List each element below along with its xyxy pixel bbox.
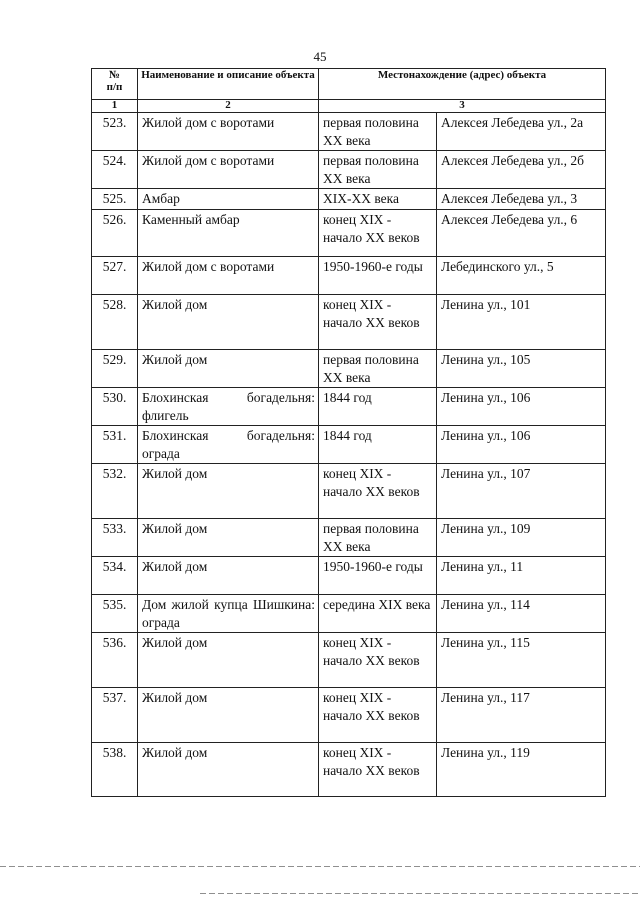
table-row	[92, 113, 606, 151]
header-location: Местонахождение (адрес) объекта	[319, 69, 606, 100]
object-period: первая половина XX века	[319, 519, 437, 557]
table-row	[92, 210, 606, 257]
row-number: 533.	[92, 519, 138, 557]
object-address: Алексея Лебедева ул., 2б	[437, 151, 606, 189]
object-period: 1950-1960-е годы	[319, 257, 437, 295]
object-period: середина XIX века	[319, 595, 437, 633]
row-number: 531.	[92, 426, 138, 464]
object-name: Каменный амбар	[138, 210, 319, 257]
row-number: 527.	[92, 257, 138, 295]
object-period: 1844 год	[319, 426, 437, 464]
table-row	[92, 350, 606, 388]
object-address: Ленина ул., 117	[437, 688, 606, 743]
row-number: 538.	[92, 743, 138, 797]
object-address: Лебединского ул., 5	[437, 257, 606, 295]
object-period: конец XIX - начало XX веков	[319, 743, 437, 797]
table-row	[92, 426, 606, 464]
table-row	[92, 257, 606, 295]
object-address: Алексея Лебедева ул., 3	[437, 189, 606, 210]
object-name: Жилой дом	[138, 519, 319, 557]
row-number: 534.	[92, 557, 138, 595]
object-period: конец XIX - начало XX веков	[319, 464, 437, 519]
object-name: Жилой дом	[138, 688, 319, 743]
object-name: Жилой дом с воротами	[138, 113, 319, 151]
header-name: Наименование и описание объекта	[138, 69, 319, 100]
object-name: Амбар	[138, 189, 319, 210]
scan-artifact-line	[0, 866, 640, 867]
object-address: Ленина ул., 105	[437, 350, 606, 388]
header-col-3: 3	[319, 100, 606, 113]
object-period: XIX-XX века	[319, 189, 437, 210]
header-col-1: 1	[92, 100, 138, 113]
object-name: Жилой дом	[138, 464, 319, 519]
object-name: Дом жилой купца Шишкина: ограда	[138, 595, 319, 633]
object-name: Блохинская богадельня: флигель	[138, 388, 319, 426]
object-name: Жилой дом с воротами	[138, 151, 319, 189]
object-name: Жилой дом	[138, 633, 319, 688]
header-col-2: 2	[138, 100, 319, 113]
table-row	[92, 464, 606, 519]
object-address: Алексея Лебедева ул., 2а	[437, 113, 606, 151]
object-name: Жилой дом	[138, 743, 319, 797]
header-number	[92, 69, 138, 100]
object-address: Ленина ул., 106	[437, 388, 606, 426]
table-row	[92, 633, 606, 688]
table-row	[92, 595, 606, 633]
object-address: Алексея Лебедева ул., 6	[437, 210, 606, 257]
object-period: первая половина XX века	[319, 113, 437, 151]
table-row	[92, 557, 606, 595]
row-number: 525.	[92, 189, 138, 210]
object-name: Жилой дом с воротами	[138, 257, 319, 295]
table-row	[92, 151, 606, 189]
object-address: Ленина ул., 119	[437, 743, 606, 797]
object-period: конец XIX - начало XX веков	[319, 295, 437, 350]
row-number: 526.	[92, 210, 138, 257]
object-address: Ленина ул., 109	[437, 519, 606, 557]
row-number: 523.	[92, 113, 138, 151]
object-period: 1950-1960-е годы	[319, 557, 437, 595]
row-number: 535.	[92, 595, 138, 633]
heritage-objects-table	[91, 68, 606, 797]
object-period: первая половина XX века	[319, 151, 437, 189]
object-address: Ленина ул., 101	[437, 295, 606, 350]
row-number: 530.	[92, 388, 138, 426]
scan-artifact-line	[200, 893, 640, 894]
object-address: Ленина ул., 107	[437, 464, 606, 519]
object-name: Блохинская богадельня: ограда	[138, 426, 319, 464]
object-period: конец XIX - начало XX веков	[319, 210, 437, 257]
table-row	[92, 295, 606, 350]
table-row	[92, 388, 606, 426]
row-number: 537.	[92, 688, 138, 743]
row-number: 529.	[92, 350, 138, 388]
object-period: 1844 год	[319, 388, 437, 426]
table-row	[92, 743, 606, 797]
header-number-text: № п/п	[106, 69, 123, 93]
row-number: 536.	[92, 633, 138, 688]
object-period: первая половина XX века	[319, 350, 437, 388]
object-period: конец XIX - начало XX веков	[319, 633, 437, 688]
object-name: Жилой дом	[138, 557, 319, 595]
object-address: Ленина ул., 115	[437, 633, 606, 688]
object-address: Ленина ул., 106	[437, 426, 606, 464]
object-name: Жилой дом	[138, 295, 319, 350]
table-row	[92, 688, 606, 743]
row-number: 528.	[92, 295, 138, 350]
row-number: 532.	[92, 464, 138, 519]
table-row	[92, 519, 606, 557]
page-number: 45	[313, 49, 327, 64]
object-name: Жилой дом	[138, 350, 319, 388]
object-address: Ленина ул., 11	[437, 557, 606, 595]
object-period: конец XIX - начало XX веков	[319, 688, 437, 743]
row-number: 524.	[92, 151, 138, 189]
table-row	[92, 189, 606, 210]
object-address: Ленина ул., 114	[437, 595, 606, 633]
